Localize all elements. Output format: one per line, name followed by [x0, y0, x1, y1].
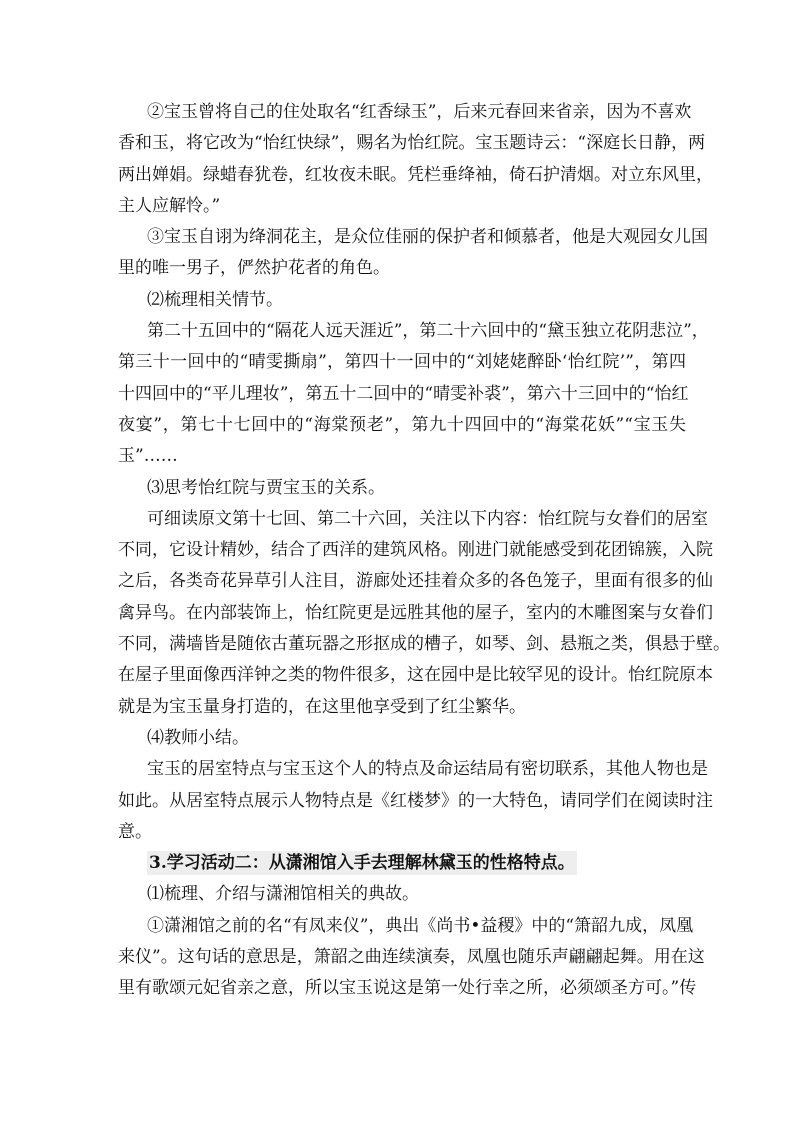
text-line: 不同，满墙皆是随依古董玩器之形抠成的槽子，如琴、剑、悬瓶之类，俱悬于壁。 — [118, 634, 730, 655]
section-heading: ⑶思考怡红院与贾宝玉的关系。 — [147, 477, 385, 498]
text-line: ③宝玉自诩为绛洞花主，是众位佳丽的保护者和倾慕者，他是大观园女儿国 — [147, 227, 708, 248]
text-line: 宝玉的居室特点与宝玉这个人的特点及命运结局有密切联系，其他人物也是 — [147, 759, 708, 780]
text-line: 如此。从居室特点展示人物特点是《红楼梦》的一大特色，请同学们在阅读时注 — [118, 790, 713, 811]
activity-heading — [118, 848, 686, 879]
text-line: ②宝玉曾将自己的住处取名“红香绿玉”，后来元春回来省亲，因为不喜欢 — [147, 102, 692, 122]
text-line: ①潇湘馆之前的名“有凤来仪”，典出《尚书•益稷》中的“箫韶九成，凤凰 — [147, 915, 694, 936]
section-heading: ⑴梳理、介绍与潇湘馆相关的典故。 — [147, 884, 419, 905]
activity-heading-text: 3.学习活动二：从潇湘馆入手去理解林黛玉的性格特点。 — [149, 853, 575, 874]
section-heading: ⑵梳理相关情节。 — [147, 289, 283, 310]
text-line: 十四回中的“平儿理妆”，第五十二回中的“晴雯补裘”，第六十三回中的“怡红 — [118, 383, 689, 404]
text-line: 在屋子里面像西洋钟之类的物件很多，这在园中是比较罕见的设计。怡红院原本 — [118, 665, 713, 686]
text-line: 意。 — [118, 821, 152, 842]
text-line: 来仪”。这句话的意思是，箫韶之曲连续演奏，凤凰也随乐声翩翩起舞。用在这 — [118, 947, 705, 968]
text-line: 之后，各类奇花异草引人注目，游廊处还挂着众多的各色笼子，里面有很多的仙 — [118, 571, 713, 592]
text-line: 可细读原文第十七回、第二十六回，关注以下内容：怡红院与女眷们的居室 — [147, 508, 708, 529]
document-body — [118, 97, 730, 1005]
section-heading: ⑷教师小结。 — [147, 727, 249, 748]
text-line: 香和玉，将它改为“怡红快绿”，赐名为怡红院。宝玉题诗云：“深庭长日静，两 — [118, 133, 706, 154]
text-line: 就是为宝玉量身打造的，在这里他享受到了红尘繁华。 — [118, 696, 526, 717]
text-line: 玉”…… — [118, 446, 178, 467]
text-line: 两出婵娟。绿蜡春犹卷，红妆夜未眠。凭栏垂绛袖，倚石护清烟。对立东风里， — [118, 164, 713, 185]
text-line: 第二十五回中的“隔花人远天涯近”，第二十六回中的“黛玉独立花阴悲泣”， — [147, 321, 709, 342]
text-line: 不同，它设计精妙，结合了西洋的建筑风格。刚进门就能感受到花团锦簇，入院 — [118, 540, 713, 561]
text-line: 主人应解怜。” — [118, 195, 221, 216]
text-line: 里的唯一男子，俨然护花者的角色。 — [118, 258, 390, 279]
text-line: 第三十一回中的“晴雯撕扇”，第四十一回中的“刘姥姥醉卧‘怡红院’”，第四 — [118, 352, 686, 373]
text-line: 夜宴”，第七十七回中的“海棠预老”，第九十四回中的“海棠花妖”“宝玉失 — [118, 414, 686, 435]
text-line: 里有歌颂元妃省亲之意，所以宝玉说这是第一处行幸之所，必须颂圣方可。”传 — [118, 978, 697, 999]
text-line: 禽异鸟。在内部装饰上，怡红院更是远胜其他的屋子，室内的木雕图案与女眷们 — [118, 602, 713, 623]
